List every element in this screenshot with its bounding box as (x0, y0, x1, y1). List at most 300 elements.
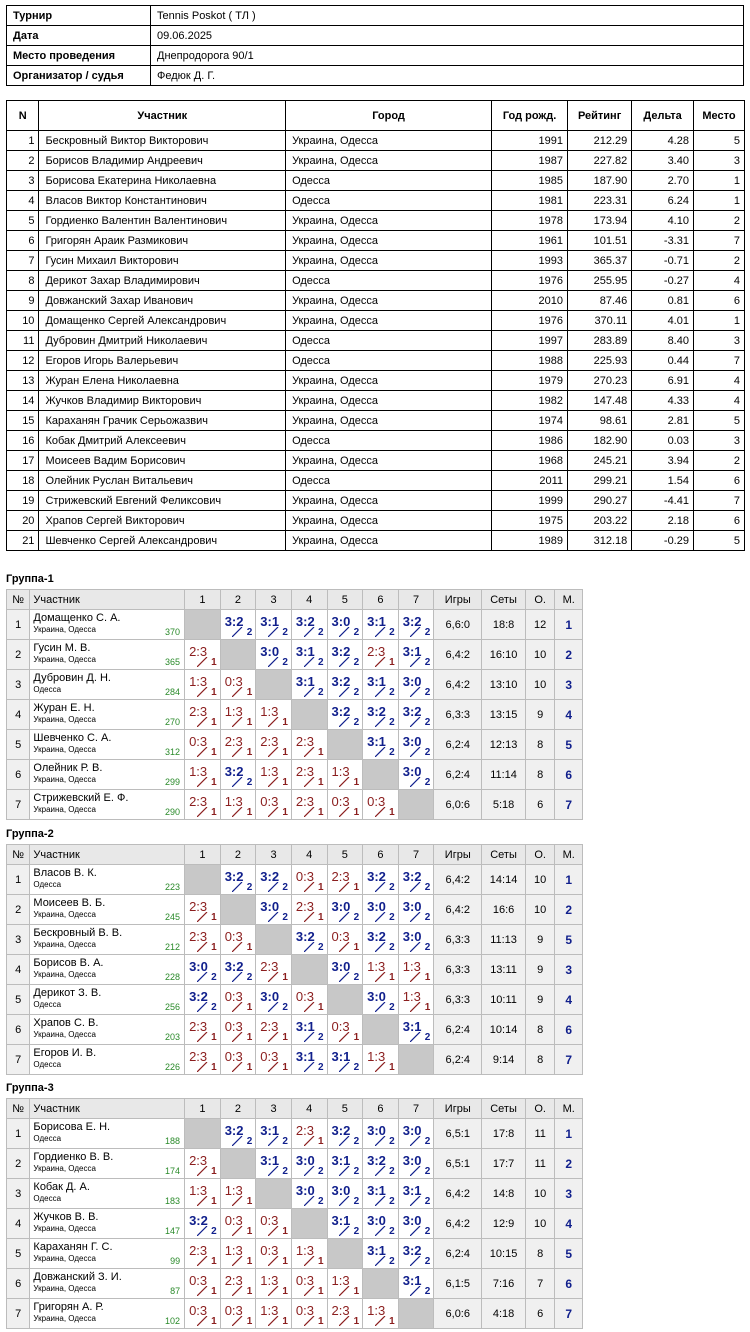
participant-cell: 365.37 (568, 251, 632, 271)
group-table (6, 844, 583, 1075)
match-score: 3:0 (402, 764, 422, 779)
match-result-cell (291, 865, 327, 895)
info-label: Турнир (7, 6, 151, 26)
player-points: 11 (525, 1119, 555, 1149)
player-cell (30, 700, 185, 730)
match-score: 0:3 (331, 794, 350, 809)
match-points: 2 (246, 627, 253, 638)
match-points: 1 (246, 1062, 253, 1073)
match-result-cell (220, 1239, 256, 1269)
match-score: 3:1 (295, 644, 315, 659)
match-points: 1 (282, 1032, 288, 1043)
participant-row (7, 511, 745, 531)
match-score: 3:0 (189, 959, 208, 974)
match-score: 2:3 (189, 929, 208, 944)
info-row (7, 66, 744, 86)
participant-cell: Борисов Владимир Андреевич (39, 151, 286, 171)
player-rating: 102 (165, 1316, 181, 1326)
match-score: 1:3 (402, 959, 421, 974)
player-name: Борисов В. А. (33, 957, 104, 969)
match-result-cell (327, 925, 363, 955)
player-rating: 223 (165, 882, 181, 892)
match-result-cell (398, 1209, 434, 1239)
participant-row (7, 271, 745, 291)
participant-cell: 4.01 (632, 311, 694, 331)
match-points: 2 (282, 1136, 288, 1147)
group-player-row (7, 895, 583, 925)
match-points: 1 (353, 942, 360, 953)
participant-cell: 9 (7, 291, 39, 311)
player-number: 4 (7, 955, 30, 985)
player-place (555, 1209, 583, 1239)
player-cell (30, 865, 185, 895)
match-result-cell (291, 760, 327, 790)
self-match-cell (327, 730, 363, 760)
player-points: 9 (525, 925, 555, 955)
match-score: 2:3 (331, 1303, 350, 1318)
match-score: 3:1 (295, 1049, 315, 1064)
participant-row (7, 191, 745, 211)
participant-cell: 10 (7, 311, 39, 331)
player-points: 8 (525, 1045, 555, 1075)
participant-cell: Одесса (286, 471, 492, 491)
group-header: Участник (30, 590, 185, 610)
match-result-cell (256, 790, 292, 820)
match-result-cell (220, 865, 256, 895)
player-name: Жучков В. В. (33, 1211, 99, 1223)
match-points: 1 (246, 1226, 253, 1237)
player-cell (30, 895, 185, 925)
match-points: 1 (317, 1256, 324, 1267)
player-place-value: 7 (565, 1306, 573, 1321)
self-match-cell (185, 865, 221, 895)
match-score: 3:0 (331, 959, 351, 974)
match-result-cell (256, 895, 292, 925)
participant-cell: 20 (7, 511, 39, 531)
match-result-cell (256, 865, 292, 895)
match-result-cell (363, 1045, 399, 1075)
participant-cell: 6.24 (632, 191, 694, 211)
player-rating: 99 (170, 1256, 181, 1266)
player-place (555, 1299, 583, 1329)
player-place-value: 5 (565, 1246, 573, 1261)
match-result-cell (291, 985, 327, 1015)
player-name: Егоров И. В. (33, 1047, 97, 1059)
player-number: 4 (7, 1209, 30, 1239)
participant-cell: 5 (693, 411, 744, 431)
player-place-value: 7 (565, 797, 573, 812)
match-score: 2:3 (189, 794, 208, 809)
self-match-cell (363, 1015, 399, 1045)
group-header: № (7, 845, 30, 865)
self-match-cell (256, 1179, 292, 1209)
participant-cell: 2 (693, 251, 744, 271)
match-result-cell (256, 1045, 292, 1075)
match-score: 3:1 (260, 1123, 280, 1138)
match-score: 3:1 (367, 614, 386, 629)
match-points: 2 (424, 1166, 431, 1177)
match-points: 1 (211, 1166, 217, 1177)
participant-cell: Жучков Владимир Викторович (39, 391, 286, 411)
match-score: 0:3 (295, 1303, 314, 1318)
player-games: 6,2:4 (434, 1015, 482, 1045)
match-points: 2 (211, 1226, 217, 1237)
player-place-value: 7 (565, 1052, 573, 1067)
participant-row (7, 331, 745, 351)
self-match-cell (220, 895, 256, 925)
participant-cell: 14 (7, 391, 39, 411)
match-result-cell (185, 1149, 221, 1179)
participant-cell: Власов Виктор Константинович (39, 191, 286, 211)
match-score: 3:0 (367, 989, 386, 1004)
match-score: 3:1 (260, 614, 280, 629)
participant-cell: 1975 (492, 511, 568, 531)
player-place (555, 610, 583, 640)
participant-cell: 1999 (492, 491, 568, 511)
match-score: 3:2 (331, 674, 351, 689)
group-header: № (7, 590, 30, 610)
group-header: 1 (185, 590, 221, 610)
group-header: 4 (291, 1099, 327, 1119)
match-score: 1:3 (402, 989, 421, 1004)
participant-cell: Одесса (286, 431, 492, 451)
participant-row (7, 391, 745, 411)
participant-row (7, 371, 745, 391)
player-city: Украина, Одесса (33, 655, 96, 664)
player-games: 6,3:3 (434, 925, 482, 955)
group-header: Игры (434, 590, 482, 610)
match-score: 3:2 (189, 989, 208, 1004)
match-points: 2 (353, 627, 360, 638)
match-result-cell (185, 895, 221, 925)
player-sets: 10:15 (482, 1239, 526, 1269)
match-score: 3:2 (402, 704, 422, 719)
player-points: 11 (525, 1149, 555, 1179)
player-number: 2 (7, 640, 30, 670)
match-result-cell (327, 1269, 363, 1299)
participant-cell: Украина, Одесса (286, 491, 492, 511)
player-sets: 9:14 (482, 1045, 526, 1075)
match-points: 1 (282, 1256, 288, 1267)
match-points: 1 (389, 807, 395, 818)
match-points: 2 (317, 687, 324, 698)
group-header: 6 (363, 1099, 399, 1119)
match-score: 3:2 (331, 644, 351, 659)
participant-cell: 227.82 (568, 151, 632, 171)
match-points: 2 (424, 657, 431, 668)
group-header: 4 (291, 845, 327, 865)
match-points: 1 (246, 747, 253, 758)
match-points: 1 (282, 972, 288, 983)
match-result-cell (185, 1239, 221, 1269)
player-place (555, 1239, 583, 1269)
player-cell (30, 955, 185, 985)
match-points: 1 (389, 1316, 395, 1327)
match-result-cell (220, 1209, 256, 1239)
self-match-cell (363, 760, 399, 790)
group-header: Участник (30, 1099, 185, 1119)
participant-cell: Егоров Игорь Валерьевич (39, 351, 286, 371)
player-name: Моисеев В. Б. (33, 897, 106, 909)
match-points: 2 (424, 627, 431, 638)
match-score: 0:3 (331, 929, 350, 944)
match-points: 1 (211, 777, 217, 788)
player-number: 7 (7, 1045, 30, 1075)
match-points: 1 (246, 1032, 253, 1043)
group-header: М. (555, 845, 583, 865)
match-points: 1 (282, 1226, 288, 1237)
participant-cell: 2.81 (632, 411, 694, 431)
match-score: 3:1 (402, 644, 422, 659)
participant-cell: Одесса (286, 191, 492, 211)
participant-cell: 7 (693, 351, 744, 371)
player-city: Одесса (33, 880, 62, 889)
match-score: 3:0 (367, 899, 386, 914)
player-cell (30, 730, 185, 760)
match-score: 1:3 (260, 1303, 279, 1318)
participant-cell: 1978 (492, 211, 568, 231)
match-score: 3:2 (402, 1243, 422, 1258)
group-header-row (7, 1099, 583, 1119)
group-header: 7 (398, 845, 434, 865)
player-number: 7 (7, 790, 30, 820)
match-result-cell (363, 1239, 399, 1269)
participant-cell: 6 (693, 291, 744, 311)
group-player-row (7, 1209, 583, 1239)
match-score: 3:1 (402, 1273, 422, 1288)
match-score: 0:3 (295, 989, 314, 1004)
participant-cell: 17 (7, 451, 39, 471)
match-score: 3:0 (260, 644, 280, 659)
match-points: 1 (246, 1196, 253, 1207)
player-rating: 188 (165, 1136, 181, 1146)
group-title: Группа-1 (6, 573, 54, 585)
player-sets: 11:13 (482, 925, 526, 955)
player-name: Караханян Г. С. (33, 1241, 113, 1253)
match-score: 3:2 (189, 1213, 208, 1228)
player-place-value: 3 (565, 1186, 573, 1201)
participant-cell: Стрижевский Евгений Феликсович (39, 491, 286, 511)
player-city: Украина, Одесса (33, 715, 96, 724)
player-rating: 147 (165, 1226, 181, 1236)
participant-cell: -0.71 (632, 251, 694, 271)
match-points: 2 (246, 882, 253, 893)
participant-cell: 4 (693, 391, 744, 411)
match-points: 1 (317, 807, 324, 818)
player-city: Украина, Одесса (33, 805, 96, 814)
player-place (555, 865, 583, 895)
self-match-cell (220, 1149, 256, 1179)
player-place (555, 1149, 583, 1179)
match-score: 2:3 (189, 644, 208, 659)
player-games: 6,4:2 (434, 1179, 482, 1209)
match-points: 1 (353, 882, 360, 893)
info-value: Днепродорога 90/1 (151, 46, 744, 66)
participant-cell: Бескровный Виктор Викторович (39, 131, 286, 151)
player-sets: 12:13 (482, 730, 526, 760)
player-place (555, 1015, 583, 1045)
match-score: 2:3 (189, 899, 208, 914)
match-score: 3:1 (331, 1213, 351, 1228)
match-result-cell (185, 1015, 221, 1045)
participant-cell: -0.27 (632, 271, 694, 291)
match-score: 1:3 (224, 704, 243, 719)
match-result-cell (363, 1119, 399, 1149)
player-points: 6 (525, 790, 555, 820)
match-score: 1:3 (260, 764, 279, 779)
match-points: 1 (389, 1062, 395, 1073)
match-points: 2 (424, 747, 431, 758)
participant-cell: 1979 (492, 371, 568, 391)
player-name: Журан Е. Н. (33, 702, 95, 714)
participant-cell: 1981 (492, 191, 568, 211)
group-header: О. (525, 845, 555, 865)
tournament-info-table (6, 5, 744, 86)
match-result-cell (291, 925, 327, 955)
player-place (555, 640, 583, 670)
player-points: 10 (525, 640, 555, 670)
match-score: 1:3 (260, 1273, 279, 1288)
player-city: Украина, Одесса (33, 1164, 96, 1173)
player-number: 2 (7, 1149, 30, 1179)
player-place (555, 1269, 583, 1299)
match-score: 3:2 (224, 869, 244, 884)
player-sets: 5:18 (482, 790, 526, 820)
match-result-cell (398, 865, 434, 895)
player-city: Украина, Одесса (33, 625, 96, 634)
match-points: 2 (389, 1002, 395, 1013)
match-score: 3:2 (295, 614, 315, 629)
participant-cell: Украина, Одесса (286, 231, 492, 251)
match-points: 2 (353, 1062, 360, 1073)
match-score: 3:2 (295, 929, 315, 944)
match-score: 1:3 (367, 1303, 386, 1318)
group-header: 3 (256, 845, 292, 865)
participant-cell: Украина, Одесса (286, 291, 492, 311)
participant-cell: 187.90 (568, 171, 632, 191)
participant-cell: Одесса (286, 171, 492, 191)
match-points: 2 (317, 1062, 324, 1073)
match-score: 0:3 (189, 734, 208, 749)
participant-cell: 1989 (492, 531, 568, 551)
participant-cell: 1 (693, 191, 744, 211)
match-result-cell (220, 925, 256, 955)
participant-cell: 1993 (492, 251, 568, 271)
player-name: Бескровный В. В. (33, 927, 123, 939)
player-place (555, 760, 583, 790)
participant-cell: 2.18 (632, 511, 694, 531)
participant-cell: 212.29 (568, 131, 632, 151)
participant-cell: Одесса (286, 351, 492, 371)
participant-cell: 203.22 (568, 511, 632, 531)
match-points: 1 (353, 777, 360, 788)
participant-cell: 4 (7, 191, 39, 211)
match-score: 3:0 (295, 1183, 315, 1198)
match-score: 1:3 (189, 764, 208, 779)
player-city: Одесса (33, 685, 62, 694)
participants-header: Год рожд. (492, 101, 568, 131)
match-result-cell (185, 985, 221, 1015)
match-score: 2:3 (295, 764, 314, 779)
match-score: 2:3 (189, 1153, 208, 1168)
group-player-row (7, 985, 583, 1015)
match-result-cell (185, 1209, 221, 1239)
group-header: Участник (30, 845, 185, 865)
player-cell (30, 1179, 185, 1209)
group-header: М. (555, 1099, 583, 1119)
match-points: 1 (389, 972, 395, 983)
player-rating: 226 (165, 1062, 181, 1072)
match-result-cell (220, 610, 256, 640)
match-result-cell (327, 610, 363, 640)
match-score: 2:3 (224, 1273, 243, 1288)
group-player-row (7, 865, 583, 895)
match-result-cell (327, 1045, 363, 1075)
self-match-cell (398, 790, 434, 820)
match-result-cell (327, 865, 363, 895)
match-result-cell (363, 895, 399, 925)
player-place-value: 3 (565, 677, 573, 692)
match-points: 2 (389, 882, 395, 893)
match-result-cell (291, 640, 327, 670)
self-match-cell (291, 955, 327, 985)
participant-row (7, 531, 745, 551)
match-score: 1:3 (189, 674, 208, 689)
match-result-cell (185, 640, 221, 670)
player-sets: 10:11 (482, 985, 526, 1015)
match-points: 1 (211, 942, 217, 953)
match-score: 3:1 (331, 1049, 351, 1064)
player-cell (30, 670, 185, 700)
player-sets: 13:15 (482, 700, 526, 730)
player-cell (30, 1269, 185, 1299)
match-result-cell (220, 1045, 256, 1075)
participant-cell: 245.21 (568, 451, 632, 471)
player-points: 8 (525, 1239, 555, 1269)
group-header: О. (525, 1099, 555, 1119)
match-score: 3:2 (367, 929, 386, 944)
player-cell (30, 1119, 185, 1149)
match-score: 0:3 (224, 1019, 243, 1034)
match-score: 2:3 (295, 794, 314, 809)
player-name: Дубровин Д. Н. (33, 672, 111, 684)
match-score: 2:3 (331, 869, 350, 884)
player-games: 6,4:2 (434, 670, 482, 700)
participant-cell: 147.48 (568, 391, 632, 411)
participant-cell: 1974 (492, 411, 568, 431)
self-match-cell (256, 670, 292, 700)
player-sets: 11:14 (482, 760, 526, 790)
group-table (6, 589, 583, 820)
match-result-cell (256, 1269, 292, 1299)
self-match-cell (363, 1269, 399, 1299)
player-place-value: 4 (565, 1216, 573, 1231)
player-rating: 174 (165, 1166, 181, 1176)
match-score: 3:0 (402, 734, 422, 749)
participant-row (7, 491, 745, 511)
match-score: 0:3 (224, 989, 243, 1004)
participant-cell: 2010 (492, 291, 568, 311)
match-points: 1 (211, 717, 217, 728)
participant-cell: 5 (693, 131, 744, 151)
match-score: 3:0 (402, 929, 422, 944)
player-games: 6,4:2 (434, 640, 482, 670)
participant-cell: 0.81 (632, 291, 694, 311)
match-points: 1 (353, 1032, 360, 1043)
player-points: 8 (525, 1015, 555, 1045)
match-score: 2:3 (189, 1049, 208, 1064)
participant-cell: 1997 (492, 331, 568, 351)
